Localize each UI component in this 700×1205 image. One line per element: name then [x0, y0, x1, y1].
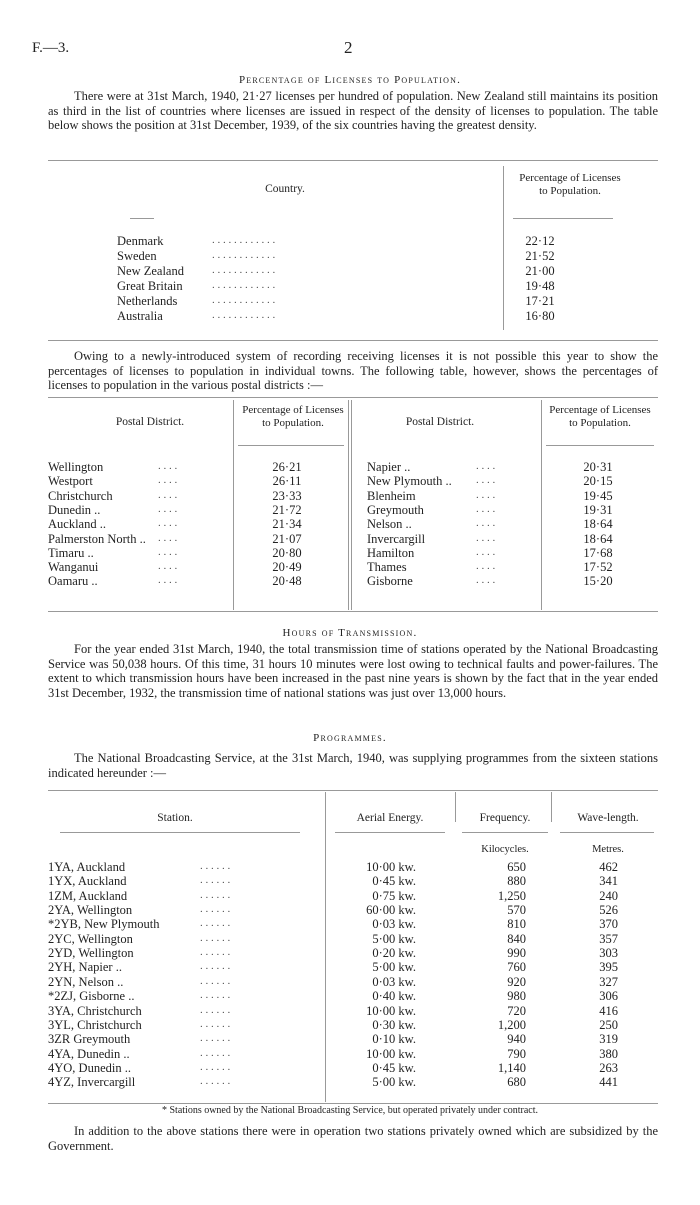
leader-dots: . . . . . .: [200, 931, 231, 944]
country-percentage: 16·80: [525, 309, 555, 323]
country-percentage: 21·52: [525, 249, 555, 263]
table-rule: [48, 340, 658, 341]
column-divider: [325, 792, 326, 1102]
leader-dots: . . . .: [476, 517, 496, 530]
section-title-programmes: Programmes.: [313, 732, 387, 744]
leader-dots: . . . . . .: [200, 1003, 231, 1016]
leader-dots: . . . .: [158, 560, 178, 573]
country-name: Denmark: [117, 234, 164, 248]
table-rule: [60, 832, 300, 833]
aerial-energy-value: 0·45 kw.: [372, 874, 416, 889]
wave-length-value: 357: [599, 931, 618, 946]
aerial-energy-value: 10·00 kw.: [366, 1003, 416, 1018]
column-divider: [551, 792, 552, 822]
station-name: 2YN, Nelson ..: [48, 974, 124, 989]
postal-district-name: Wanganui: [48, 560, 99, 575]
leader-dots: . . . . . .: [200, 946, 231, 959]
wave-length-value: 416: [599, 1003, 618, 1018]
leader-dots: . . . . . .: [200, 1060, 231, 1073]
frequency-value: 920: [507, 974, 526, 989]
leader-dots: . . . . . .: [200, 1017, 231, 1030]
leader-dots: . . . . . .: [200, 960, 231, 973]
frequency-value: 760: [507, 960, 526, 975]
country-percentage: 22·12: [525, 234, 555, 248]
aerial-energy-value: 5·00 kw.: [372, 1075, 416, 1090]
leader-dots: . . . . . . . . . . . .: [212, 249, 276, 261]
postal-district-name: Hamilton: [367, 545, 415, 560]
postal-district-percentage: 23·33: [272, 488, 302, 503]
column-header-district-left: Postal District.: [115, 416, 185, 428]
country-name: Netherlands: [117, 294, 178, 308]
frequency-value: 940: [507, 1032, 526, 1047]
postal-district-percentage: 20·15: [583, 474, 613, 489]
postal-district-name: Gisborne: [367, 574, 413, 589]
table-rule: [48, 790, 658, 791]
table-rule: [560, 832, 654, 833]
wave-length-value: 462: [599, 860, 618, 874]
column-divider: [348, 400, 349, 610]
aerial-energy-value: 0·10 kw.: [372, 1032, 416, 1047]
station-name: 2YC, Wellington: [48, 931, 133, 946]
column-header-country: Country.: [265, 183, 305, 195]
wave-length-value: 370: [599, 917, 618, 932]
frequency-value: 990: [507, 946, 526, 961]
paragraph-programmes: [48, 751, 658, 780]
aerial-energy-value: 0·03 kw.: [372, 974, 416, 989]
postal-district-percentage: 26·11: [272, 474, 302, 489]
frequency-value: 570: [507, 903, 526, 918]
leader-dots: . . . . . .: [200, 888, 231, 901]
station-name: 2YD, Wellington: [48, 946, 134, 961]
leader-dots: . . . .: [158, 488, 178, 501]
leader-dots: . . . .: [476, 531, 496, 544]
leader-dots: . . . . . .: [200, 860, 231, 872]
table-rule: [48, 160, 658, 161]
postal-district-percentage: 17·68: [583, 545, 613, 560]
aerial-energy-value: 5·00 kw.: [372, 960, 416, 975]
column-header-district-right: Postal District.: [405, 416, 475, 428]
column-header-aerial-energy: Aerial Energy.: [356, 812, 424, 824]
aerial-energy-value: 5·00 kw.: [372, 931, 416, 946]
column-divider: [233, 400, 234, 610]
station-name: 1YA, Auckland: [48, 860, 126, 874]
leader-dots: . . . . . . . . . . . .: [212, 309, 276, 321]
document-reference: F.—3.: [32, 40, 70, 56]
postal-district-name: Greymouth: [367, 502, 424, 517]
leader-dots: . . . .: [158, 517, 178, 530]
leader-dots: . . . .: [158, 531, 178, 544]
table-rule: [513, 218, 613, 219]
table-rule: [48, 1103, 658, 1104]
column-header-wave-length: Wave-length.: [577, 812, 639, 824]
leader-dots: . . . . . . . . . . . .: [212, 294, 276, 306]
paragraph-text: The National Broadcasting Service, at the 31st March, 1940, was supplying programmes from the sixteen stations indicated hereunder :—: [48, 751, 658, 780]
postal-district-percentage: 20·49: [272, 560, 302, 575]
table-rule: [48, 611, 658, 612]
leader-dots: . . . . . .: [200, 903, 231, 916]
postal-district-name: New Plymouth ..: [367, 474, 452, 489]
page-number: 2: [344, 38, 353, 57]
aerial-energy-value: 0·20 kw.: [372, 946, 416, 961]
postal-district-name: Westport: [48, 474, 93, 489]
station-name: 2YA, Wellington: [48, 903, 133, 918]
wave-length-value: 306: [599, 989, 618, 1004]
wave-length-value: 250: [599, 1017, 618, 1032]
postal-district-name: Palmerston North ..: [48, 531, 146, 546]
paragraph-text: Owing to a newly-introduced system of recording receiving licenses it is not possible this year to show the percentages of licenses to population in individual towns. The following table, however, shows the percentages of licenses to population in the various postal districts :—: [48, 349, 658, 393]
leader-dots: . . . .: [158, 545, 178, 558]
leader-dots: . . . .: [476, 574, 496, 587]
wave-length-value: 526: [599, 903, 618, 918]
postal-district-name: Auckland ..: [48, 517, 106, 532]
station-name: 3YA, Christchurch: [48, 1003, 142, 1018]
aerial-energy-value: 0·30 kw.: [372, 1017, 416, 1032]
frequency-value: 680: [507, 1075, 526, 1090]
country-name: Great Britain: [117, 279, 183, 293]
column-header-frequency: Frequency.: [479, 812, 531, 824]
leader-dots: . . . . . . . . . . . .: [212, 264, 276, 276]
station-name: *2YB, New Plymouth: [48, 917, 160, 932]
postal-district-percentage: 19·31: [583, 502, 613, 517]
postal-district-percentage: 20·48: [272, 574, 302, 589]
frequency-value: 810: [507, 917, 526, 932]
country-percentage: 17·21: [525, 294, 555, 308]
postal-district-percentage: 21·07: [272, 531, 302, 546]
postal-district-name: Napier ..: [367, 460, 411, 474]
postal-district-name: Thames: [367, 560, 407, 575]
station-name: 2YH, Napier ..: [48, 960, 122, 975]
postal-district-name: Christchurch: [48, 488, 113, 503]
postal-district-percentage: 19·45: [583, 488, 613, 503]
leader-dots: . . . . . .: [200, 1075, 231, 1088]
paragraph-transmission: [48, 642, 658, 700]
postal-district-name: Dunedin ..: [48, 502, 101, 517]
aerial-energy-value: 0·45 kw.: [372, 1060, 416, 1075]
leader-dots: . . . .: [158, 502, 178, 515]
station-name: 3YL, Christchurch: [48, 1017, 142, 1032]
paragraph-text: In addition to the above stations there were in operation two stations privately owned which are subsidized by the Government.: [48, 1124, 658, 1153]
postal-district-name: Invercargill: [367, 531, 426, 546]
leader-dots: . . . . . .: [200, 917, 231, 930]
postal-district-percentage: 21·72: [272, 502, 302, 517]
frequency-value: 720: [507, 1003, 526, 1018]
aerial-energy-value: 60·00 kw.: [366, 903, 416, 918]
wave-length-value: 303: [599, 946, 618, 961]
wave-length-value: 319: [599, 1032, 618, 1047]
frequency-value: 980: [507, 989, 526, 1004]
paragraph-text: For the year ended 31st March, 1940, the total transmission time of stations operated by the National Broadcasting Service was 50,038 hours. Of this time, 31 hours 10 minutes were lost owing to technical faults and power-failures. The extent to which transmission hours have been increased in the past nine years is shown by the fact that in the year ended 31st December, 1932, the transmission time of national stations was just over 13,000 hours.: [48, 642, 658, 700]
table-rule: [48, 397, 658, 398]
paragraph-text: There were at 31st March, 1940, 21·27 licenses per hundred of population. New Zealand still maintains its position as third in the list of countries where licenses are issued in respect of the density of licenses to population. The table below shows the position at 31st December, 1939, of the six countries having the greatest density.: [48, 89, 658, 133]
station-name: 4YA, Dunedin ..: [48, 1046, 130, 1061]
leader-dots: . . . .: [476, 488, 496, 501]
country-percentage: 21·00: [525, 264, 555, 278]
section-title-licenses: Percentage of Licenses to Population.: [238, 74, 462, 86]
wave-length-value: 240: [599, 888, 618, 903]
country-name: Australia: [117, 309, 163, 323]
station-name: 1YX, Auckland: [48, 874, 127, 889]
leader-dots: . . . . . .: [200, 974, 231, 987]
column-divider: [541, 400, 542, 610]
frequency-value: 1,250: [497, 888, 526, 903]
leader-dots: . . . . . . . . . . . .: [212, 234, 276, 246]
country-name: Sweden: [117, 249, 157, 263]
leader-dots: . . . .: [476, 474, 496, 487]
column-divider: [351, 400, 352, 610]
postal-district-name: Blenheim: [367, 488, 416, 503]
station-name: 3ZR Greymouth: [48, 1032, 131, 1047]
postal-district-percentage: 26·21: [272, 460, 302, 474]
postal-district-percentage: 18·64: [583, 517, 613, 532]
station-name: 4YZ, Invercargill: [48, 1075, 136, 1090]
column-header-percentage: Percentage of Licenses to Population.: [519, 172, 621, 197]
station-name: 1ZM, Auckland: [48, 888, 128, 903]
postal-district-name: Wellington: [48, 460, 104, 474]
postal-district-name: Timaru ..: [48, 545, 94, 560]
postal-district-percentage: 17·52: [583, 560, 613, 575]
leader-dots: . . . . . .: [200, 874, 231, 887]
paragraph-closing: [48, 1124, 658, 1153]
leader-dots: . . . .: [158, 460, 178, 472]
postal-district-percentage: 15·20: [583, 574, 613, 589]
country-percentage: 19·48: [525, 279, 555, 293]
leader-dots: . . . .: [476, 560, 496, 573]
wave-length-value: 341: [599, 874, 618, 889]
paragraph-postal-intro: [48, 349, 658, 393]
station-name: 4YO, Dunedin ..: [48, 1060, 131, 1075]
wave-length-value: 327: [599, 974, 618, 989]
column-divider: [455, 792, 456, 822]
leader-dots: . . . .: [476, 502, 496, 515]
postal-district-name: Oamaru ..: [48, 574, 98, 589]
unit-label-frequency: Kilocycles.: [481, 844, 529, 855]
frequency-value: 650: [507, 860, 526, 874]
leader-dots: . . . . . . . . . . . .: [212, 279, 276, 291]
frequency-value: 880: [507, 874, 526, 889]
table-rule: [238, 445, 344, 446]
postal-district-percentage: 18·64: [583, 531, 613, 546]
leader-dots: . . . .: [158, 474, 178, 487]
frequency-value: 790: [507, 1046, 526, 1061]
section-title-transmission: Hours of Transmission.: [282, 627, 418, 639]
aerial-energy-value: 0·40 kw.: [372, 989, 416, 1004]
country-name: New Zealand: [117, 264, 184, 278]
leader-dots: . . . .: [476, 460, 496, 472]
column-header-percentage-right: Percentage of Licenses to Population.: [549, 404, 651, 429]
leader-dots: . . . . . .: [200, 1046, 231, 1059]
aerial-energy-value: 10·00 kw.: [366, 1046, 416, 1061]
footnote: * Stations owned by the National Broadcasting Service, but operated privately under contract.: [161, 1105, 538, 1116]
station-name: *2ZJ, Gisborne ..: [48, 989, 135, 1004]
wave-length-value: 395: [599, 960, 618, 975]
aerial-energy-value: 0·75 kw.: [372, 888, 416, 903]
aerial-energy-value: 10·00 kw.: [366, 860, 416, 874]
leader-dots: . . . . . .: [200, 1032, 231, 1045]
table-rule: [335, 832, 445, 833]
postal-district-percentage: 20·31: [583, 460, 613, 474]
aerial-energy-value: 0·03 kw.: [372, 917, 416, 932]
postal-district-percentage: 20·80: [272, 545, 302, 560]
leader-dots: . . . . . .: [200, 989, 231, 1002]
column-header-percentage-left: Percentage of Licenses to Population.: [242, 404, 344, 429]
postal-district-percentage: 21·34: [272, 517, 302, 532]
table-rule: [130, 218, 154, 219]
frequency-value: 840: [507, 931, 526, 946]
column-header-station: Station.: [157, 812, 193, 824]
wave-length-value: 380: [599, 1046, 618, 1061]
wave-length-value: 263: [599, 1060, 618, 1075]
frequency-value: 1,200: [497, 1017, 526, 1032]
table-rule: [546, 445, 654, 446]
table-rule: [462, 832, 548, 833]
wave-length-value: 441: [599, 1075, 618, 1090]
frequency-value: 1,140: [497, 1060, 526, 1075]
leader-dots: . . . .: [158, 574, 178, 587]
paragraph-licenses-intro: [48, 89, 658, 133]
leader-dots: . . . .: [476, 545, 496, 558]
column-divider: [503, 166, 504, 330]
postal-district-name: Nelson ..: [367, 517, 412, 532]
unit-label-wave-length: Metres.: [592, 844, 624, 855]
